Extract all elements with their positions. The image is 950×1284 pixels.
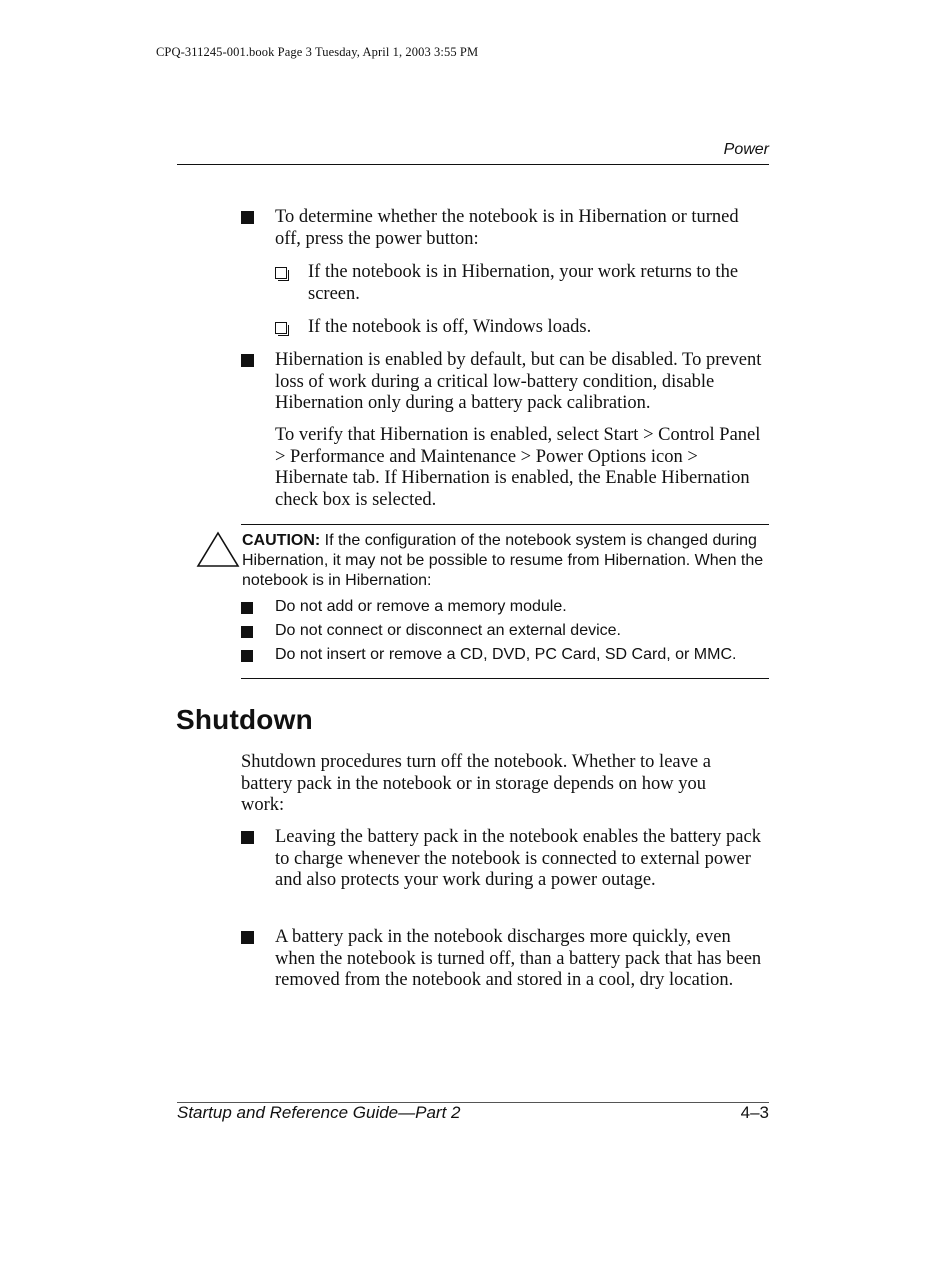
bullet-marker: [241, 931, 269, 949]
caution-label: CAUTION:: [242, 532, 321, 549]
shutdown-intro: Shutdown procedures turn off the notebook. Whether to leave a battery pack in the notebook or in storage depends on how you work:: [241, 752, 711, 816]
section-heading: Shutdown: [176, 704, 313, 735]
page-number: 4–3: [740, 1103, 769, 1122]
verify-hibernation-paragraph: To verify that Hibernation is enabled, select Start > Control Panel > Performance and Maintenance > Power Options icon > Hibernate tab. If Hibernation is enabled, the Enable Hibernation check box is selected.: [275, 425, 761, 510]
subitem-hibernation-returns: If the notebook is in Hibernation, your work returns to the screen.: [308, 262, 739, 304]
bullet-marker: [241, 211, 269, 229]
caution-body: If the configuration of the notebook system is changed during Hibernation, it may not be possible to resume from Hibernation. When the notebook is in Hibernation:: [242, 532, 764, 589]
footer-title: Startup and Reference Guide—Part 2: [177, 1103, 461, 1122]
caution-item-device: Do not connect or disconnect an external device.: [275, 622, 621, 639]
caution-text: [242, 531, 770, 591]
bullet-text-hibernation-default: Hibernation is enabled by default, but can be disabled. To prevent loss of work during a critical low-battery condition, disable Hibernation only during a battery pack calibration.: [275, 350, 762, 414]
caution-item-memory: Do not add or remove a memory module.: [275, 598, 567, 615]
bullet-text-hibernation-check: To determine whether the notebook is in Hibernation or turned off, press the power button:: [275, 207, 739, 249]
bullet-marker: [241, 601, 253, 619]
header-rule: [177, 164, 769, 165]
caution-bottom-rule: [241, 678, 769, 679]
subitem-windows-loads: If the notebook is off, Windows loads.: [308, 317, 592, 337]
shutdown-bullet-discharge: A battery pack in the notebook discharges more quickly, even when the notebook is turned off, than a battery pack that has been removed from the notebook and stored in a cool, dry location.: [275, 927, 762, 991]
shutdown-bullet-leaving-battery: Leaving the battery pack in the notebook enables the battery pack to charge whenever the notebook is connected to external power and also protects your work during a power outage.: [275, 827, 761, 891]
file-header: CPQ-311245-001.book Page 3 Tuesday, April 1, 2003 3:55 PM: [156, 45, 479, 59]
bullet-marker: [241, 354, 269, 372]
warning-triangle-icon: [196, 531, 240, 569]
caution-item-media: Do not insert or remove a CD, DVD, PC Card, SD Card, or MMC.: [275, 646, 737, 663]
bullet-marker: [241, 649, 253, 667]
running-head: Power: [723, 141, 769, 158]
checkbox-bullet-marker: [275, 266, 297, 284]
checkbox-bullet-marker: [275, 321, 297, 339]
bullet-marker: [241, 625, 253, 643]
caution-top-rule: [241, 524, 769, 525]
bullet-marker: [241, 831, 269, 849]
